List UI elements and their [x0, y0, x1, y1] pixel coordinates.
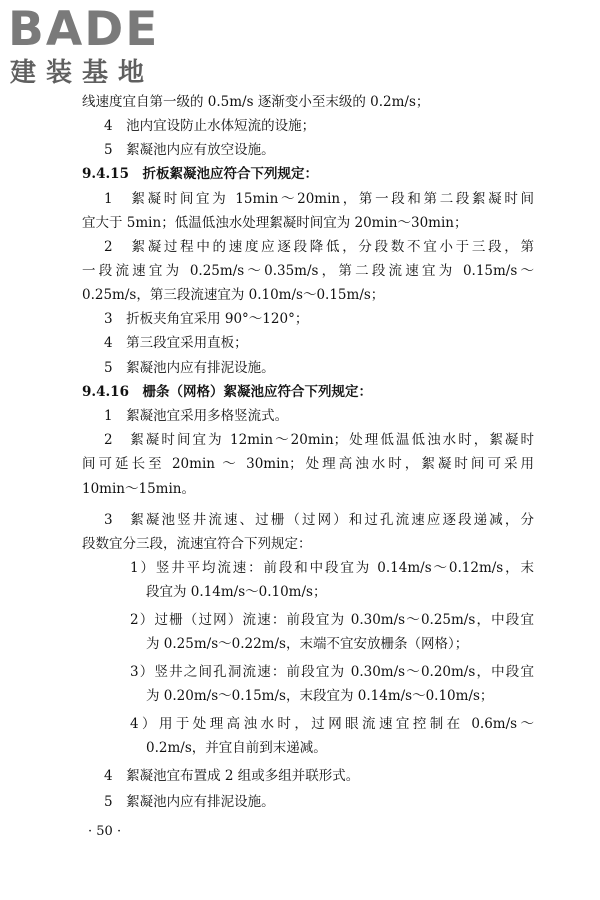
- logo-chinese-text: 建装基地: [10, 58, 155, 88]
- sub-list-item: 1）竖井平均流速：前段和中段宜为 0.14m/s～0.12m/s，末: [130, 560, 534, 576]
- section-heading: 9.4.15 折板絮凝池应符合下列规定：: [82, 166, 318, 182]
- list-item: 2 絮凝时间宜为 12min～20min；处理低温低浊水时，絮凝时: [104, 432, 534, 448]
- text-line: 10min～15min。: [82, 481, 195, 497]
- list-item: 1 絮凝时间宜为 15min～20min，第一段和第二段絮凝时间: [104, 191, 534, 207]
- text-line: 0.25m/s，第三段流速宜为 0.10m/s～0.15m/s；: [82, 287, 385, 303]
- sub-list-item: 2）过栅（过网）流速：前段宜为 0.30m/s～0.25m/s，中段宜: [130, 612, 534, 628]
- sub-list-item: 4）用于处理高浊水时，过网眼流速宜控制在 0.6m/s～: [130, 716, 534, 732]
- list-item: 3 折板夹角宜采用 90°～120°；: [104, 311, 309, 327]
- list-item: 4 池内宜设防止水体短流的设施；: [104, 118, 316, 134]
- list-item: 5 絮凝池内应有放空设施。: [104, 142, 275, 158]
- text-line: 为 0.25m/s～0.22m/s，末端不宜安放栅条（网格）；: [146, 636, 469, 652]
- text-line: 线速度宜自第一级的 0.5m/s 逐渐变小至末级的 0.2m/s；: [82, 94, 430, 110]
- page-number: · 50 ·: [88, 824, 122, 839]
- text-line: 宜大于 5min；低温低浊水处理絮凝时间宜为 20min～30min；: [82, 215, 468, 231]
- text-line: 为 0.20m/s～0.15m/s，末段宜为 0.14m/s～0.10m/s；: [146, 688, 494, 704]
- section-heading: 9.4.16 栅条（网格）絮凝池应符合下列规定：: [82, 384, 372, 400]
- logo-brand-text: BADE: [8, 2, 160, 57]
- list-item: 5 絮凝池内应有排泥设施。: [104, 794, 275, 810]
- text-line: 一段流速宜为 0.25m/s～0.35m/s，第二段流速宜为 0.15m/s～: [82, 263, 534, 279]
- list-item: 2 絮凝过程中的速度应逐段降低，分段数不宜小于三段，第: [104, 239, 534, 255]
- text-line: 段数宜分三段，流速宜符合下列规定：: [82, 536, 312, 552]
- list-item: 1 絮凝池宜采用多格竖流式。: [104, 408, 289, 424]
- list-item: 4 絮凝池宜布置成 2 组或多组并联形式。: [104, 768, 360, 784]
- text-line: 间可延长至 20min ～ 30min；处理高浊水时，絮凝时间可采用: [82, 456, 534, 472]
- list-item: 3 絮凝池竖井流速、过栅（过网）和过孔流速应逐段递减，分: [104, 512, 534, 528]
- list-item: 4 第三段宜采用直板；: [104, 335, 248, 351]
- list-item: 5 絮凝池内应有排泥设施。: [104, 360, 275, 376]
- sub-list-item: 3）竖井之间孔洞流速：前段宜为 0.30m/s～0.20m/s，中段宜: [130, 664, 534, 680]
- bade-logo: [8, 4, 198, 94]
- text-line: 0.2m/s，并宜自前到末递减。: [146, 740, 327, 756]
- text-line: 段宜为 0.14m/s～0.10m/s；: [146, 584, 327, 600]
